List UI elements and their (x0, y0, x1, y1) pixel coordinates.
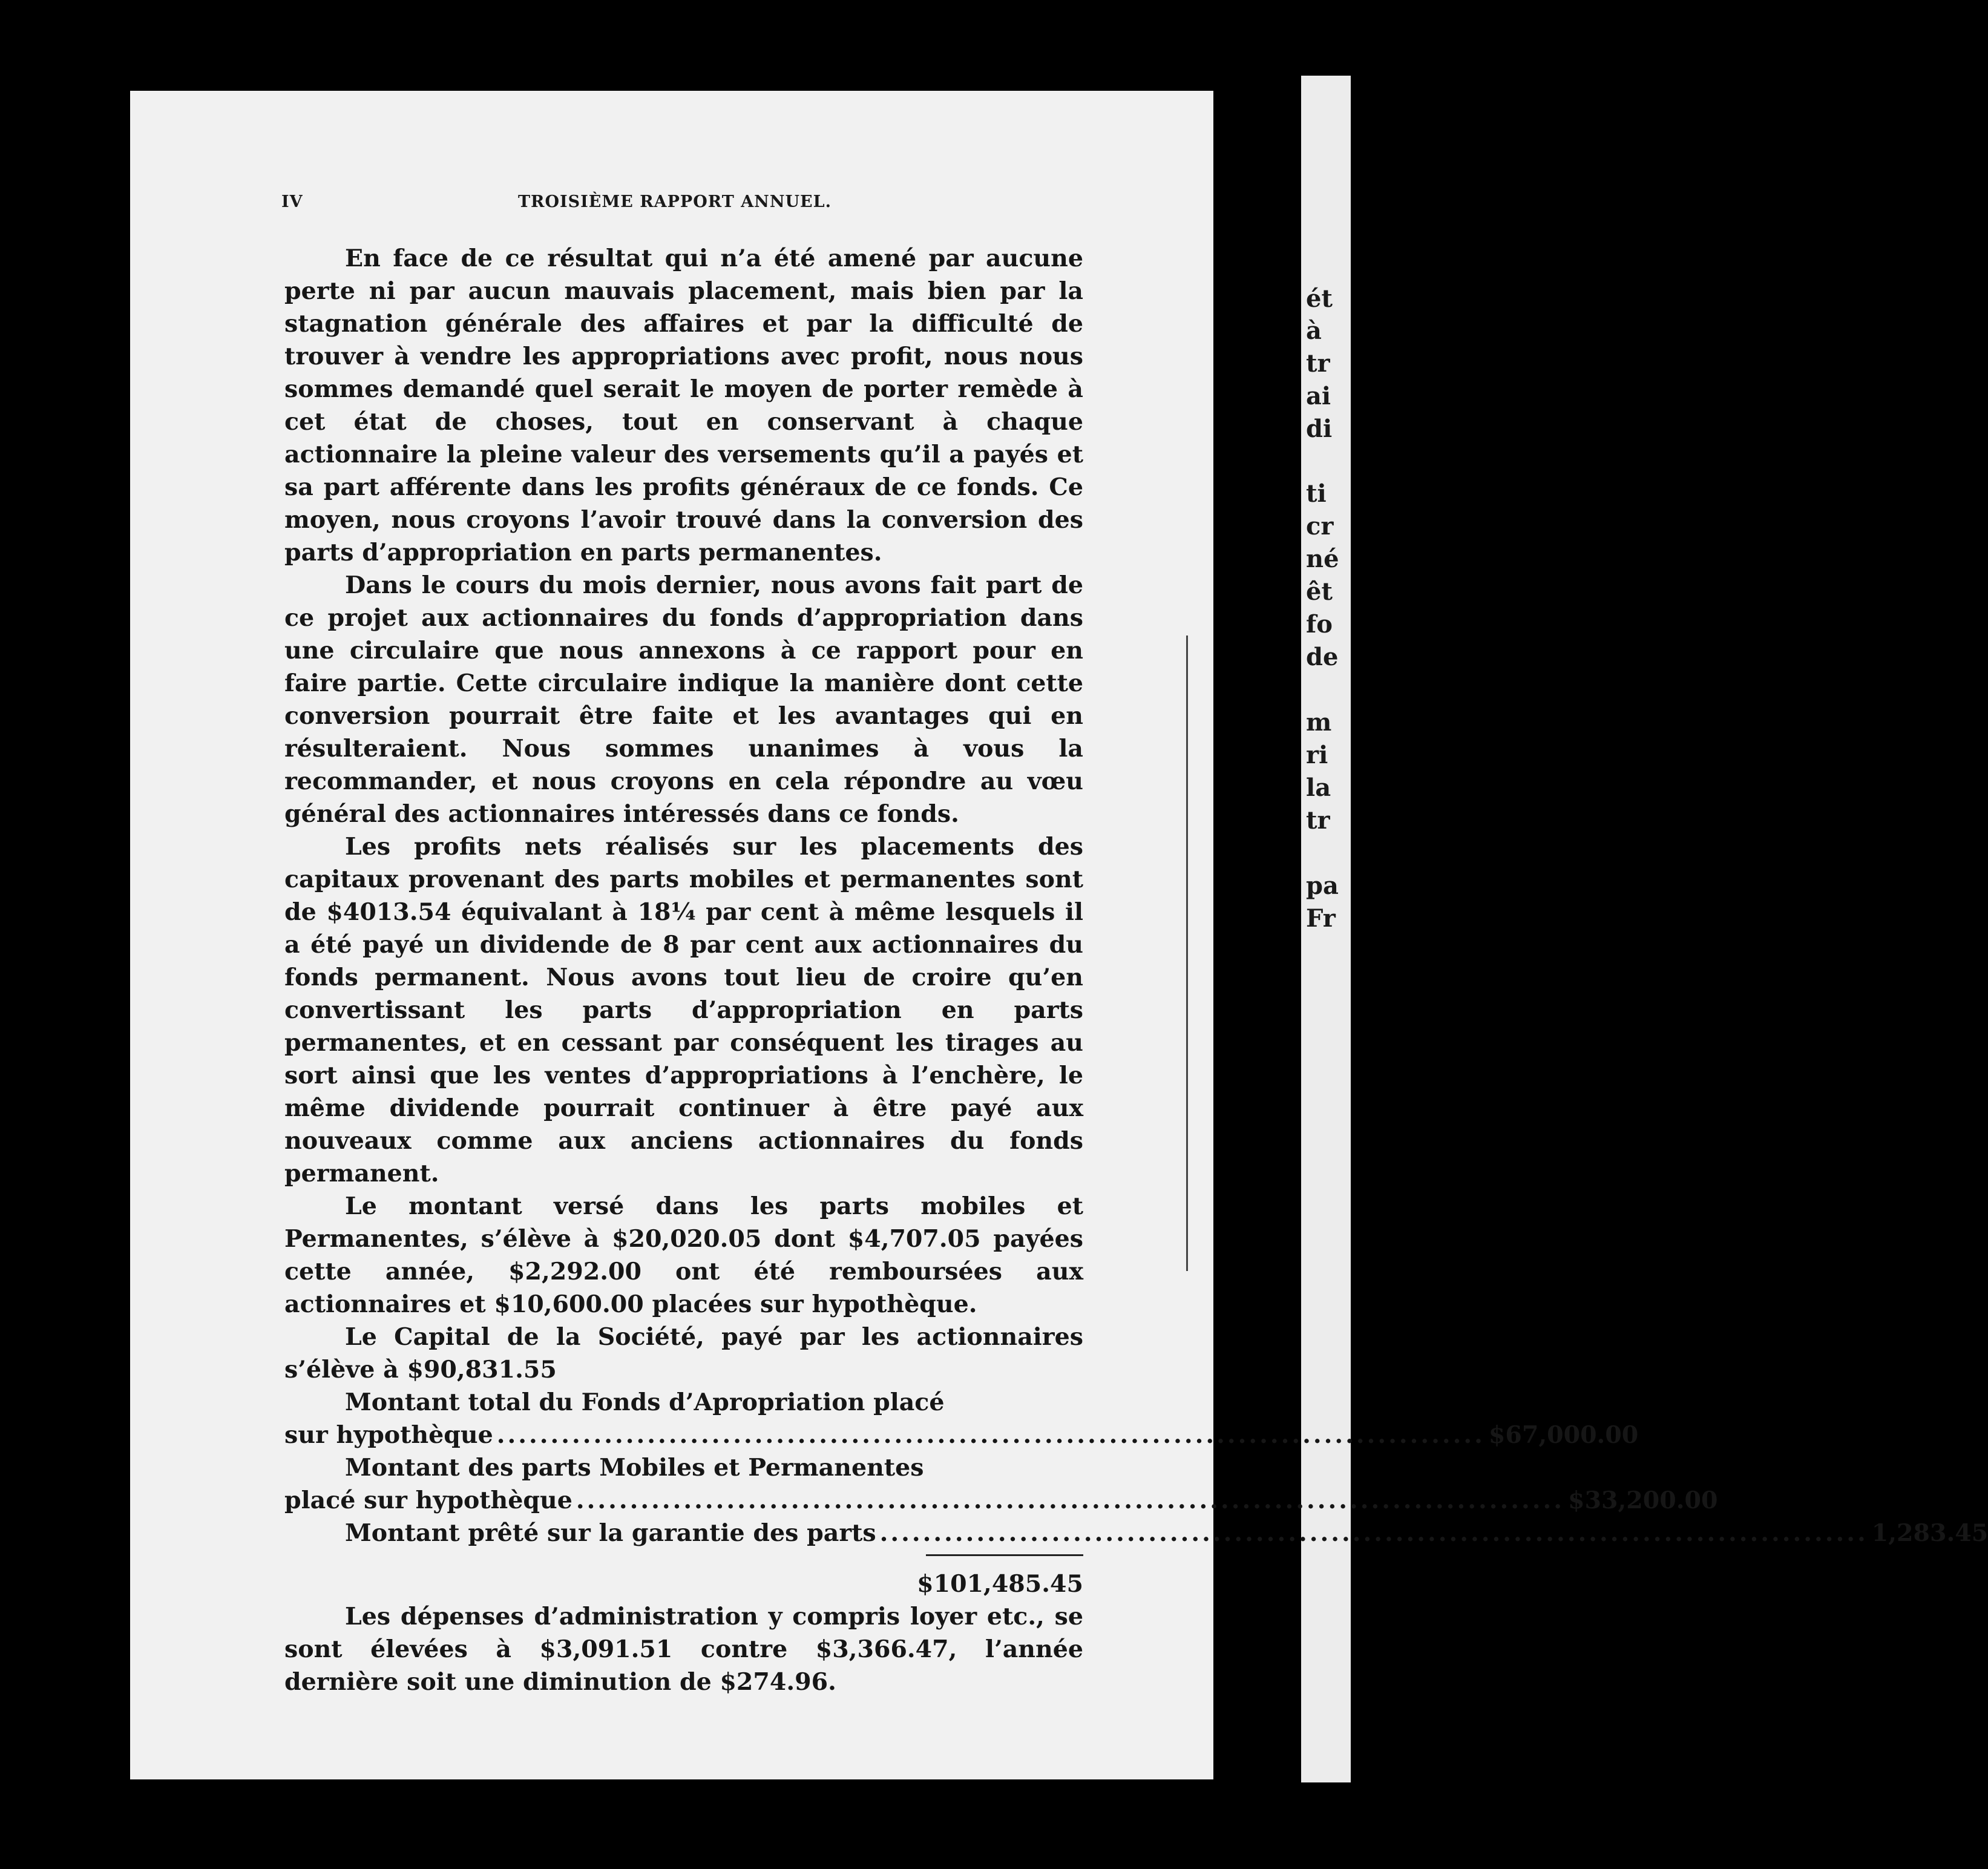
paragraph: Le Capital de la Société, payé par les actionnaires s’élève à $90,831.55 (284, 1323, 1083, 1384)
ledger-table (284, 1386, 1988, 1600)
ledger-amount: $33,200.00 (1568, 1486, 1718, 1514)
ledger-entry-label: Montant total du Fonds d’Apropriation placé (345, 1388, 945, 1416)
ledger-label: Montant prêté sur la garantie des parts (345, 1519, 876, 1547)
paragraph: En face de ce résultat qui n’a été amené par aucune perte ni par aucun mauvais placement, mais bien par la stagnation générale des affaires et par la difficulté de trouver à vendre les appropriations avec profit, nous nous sommes demandé quel serait le moyen de porter remède à cet état de choses, tout en conservant à chaque actionnaire la pleine valeur des versements qu’il a payés et sa part afférente dans les profits généraux de ce fonds. Ce moyen, nous croyons l’avoir trouvé dans la conversion des parts d’appropriation en parts permanentes. (284, 245, 1083, 567)
adjacent-fragment: tr (1306, 806, 1330, 835)
adjacent-fragment: Fr (1306, 904, 1336, 933)
paragraph: Le montant versé dans les parts mobiles et Permanentes, s’élève à $20,020.05 dont $4,707.05 payées cette année, $2,292.00 ont été remboursées aux actionnaires et $10,600.00 placées sur hypothèque. (284, 1192, 1083, 1318)
ledger-amount: $67,000.00 (1488, 1421, 1639, 1449)
adjacent-fragment: tr (1306, 349, 1330, 378)
closing-paragraph: Les dépenses d’administration y compris loyer etc., se sont élevées à $3,091.51 contre $3,366.47, l’année dernière soit une diminution de $274.96. (284, 1603, 1083, 1696)
running-title: TROISIÈME RAPPORT ANNUEL. (517, 192, 832, 211)
leader-dots: ............................................................................................ (496, 1421, 1485, 1449)
page-number: IV (281, 192, 303, 211)
adjacent-fragment: ai (1306, 382, 1331, 410)
ledger-label: placé sur hypothèque (284, 1486, 572, 1514)
adjacent-fragment: à (1306, 317, 1322, 345)
adjacent-fragment: né (1306, 545, 1339, 573)
paragraph: Dans le cours du mois dernier, nous avons fait part de ce projet aux actionnaires du fonds d’appropriation dans une circulaire que nous annexons à ce rapport pour en faire partie. Cette circulaire indique la manière dont cette conversion pourrait être faite et les avantages qui en résulteraient. Nous sommes unanimes à vous la recommander, et nous croyons en cela répondre au vœu général des actionnaires intéressés dans ce fonds. (284, 571, 1083, 828)
ledger-entry (284, 1484, 1718, 1517)
adjacent-fragment: ét (1306, 284, 1333, 313)
leader-dots: ............................................................................................ (576, 1486, 1565, 1514)
page-header (275, 192, 1074, 217)
adjacent-fragment: pa (1306, 872, 1339, 900)
adjacent-fragment: la (1306, 774, 1331, 802)
ledger-label: sur hypothèque (284, 1421, 493, 1449)
page-fold-line (1186, 636, 1188, 1271)
adjacent-fragment: ti (1306, 479, 1327, 508)
ledger-entry (284, 1517, 1988, 1549)
ledger-total: $101,485.45 (917, 1570, 1083, 1598)
ledger-amount: 1,283.45 (1871, 1519, 1988, 1547)
leader-dots: ............................................................................................ (879, 1519, 1868, 1547)
adjacent-fragment: de (1306, 643, 1339, 671)
adjacent-fragment: cr (1306, 512, 1334, 540)
adjacent-fragment: di (1306, 415, 1333, 443)
adjacent-fragment: m (1306, 708, 1332, 737)
ledger-entry (284, 1419, 1639, 1451)
ledger-entry-label: Montant des parts Mobiles et Permanentes (345, 1454, 924, 1482)
paragraph: Les profits nets réalisés sur les placements des capitaux provenant des parts mobiles et permanentes sont de $4013.54 équivalant à 18¼ par cent à même lesquels il a été payé un dividende de 8 par cent aux actionnaires du fonds permanent. Nous avons tout lieu de croire qu’en convertissant les parts d’appropriation en parts permanentes, et en cessant par conséquent les tirages au sort ainsi que les ventes d’appropriations à l’enchère, le même dividende pourrait continuer à être payé aux nouveaux comme aux anciens actionnaires du fonds permanent. (284, 833, 1083, 1187)
adjacent-fragment: ri (1306, 741, 1328, 769)
sum-rule (284, 1549, 1083, 1568)
adjacent-fragment: êt (1306, 577, 1333, 606)
adjacent-fragment: fo (1306, 610, 1333, 639)
